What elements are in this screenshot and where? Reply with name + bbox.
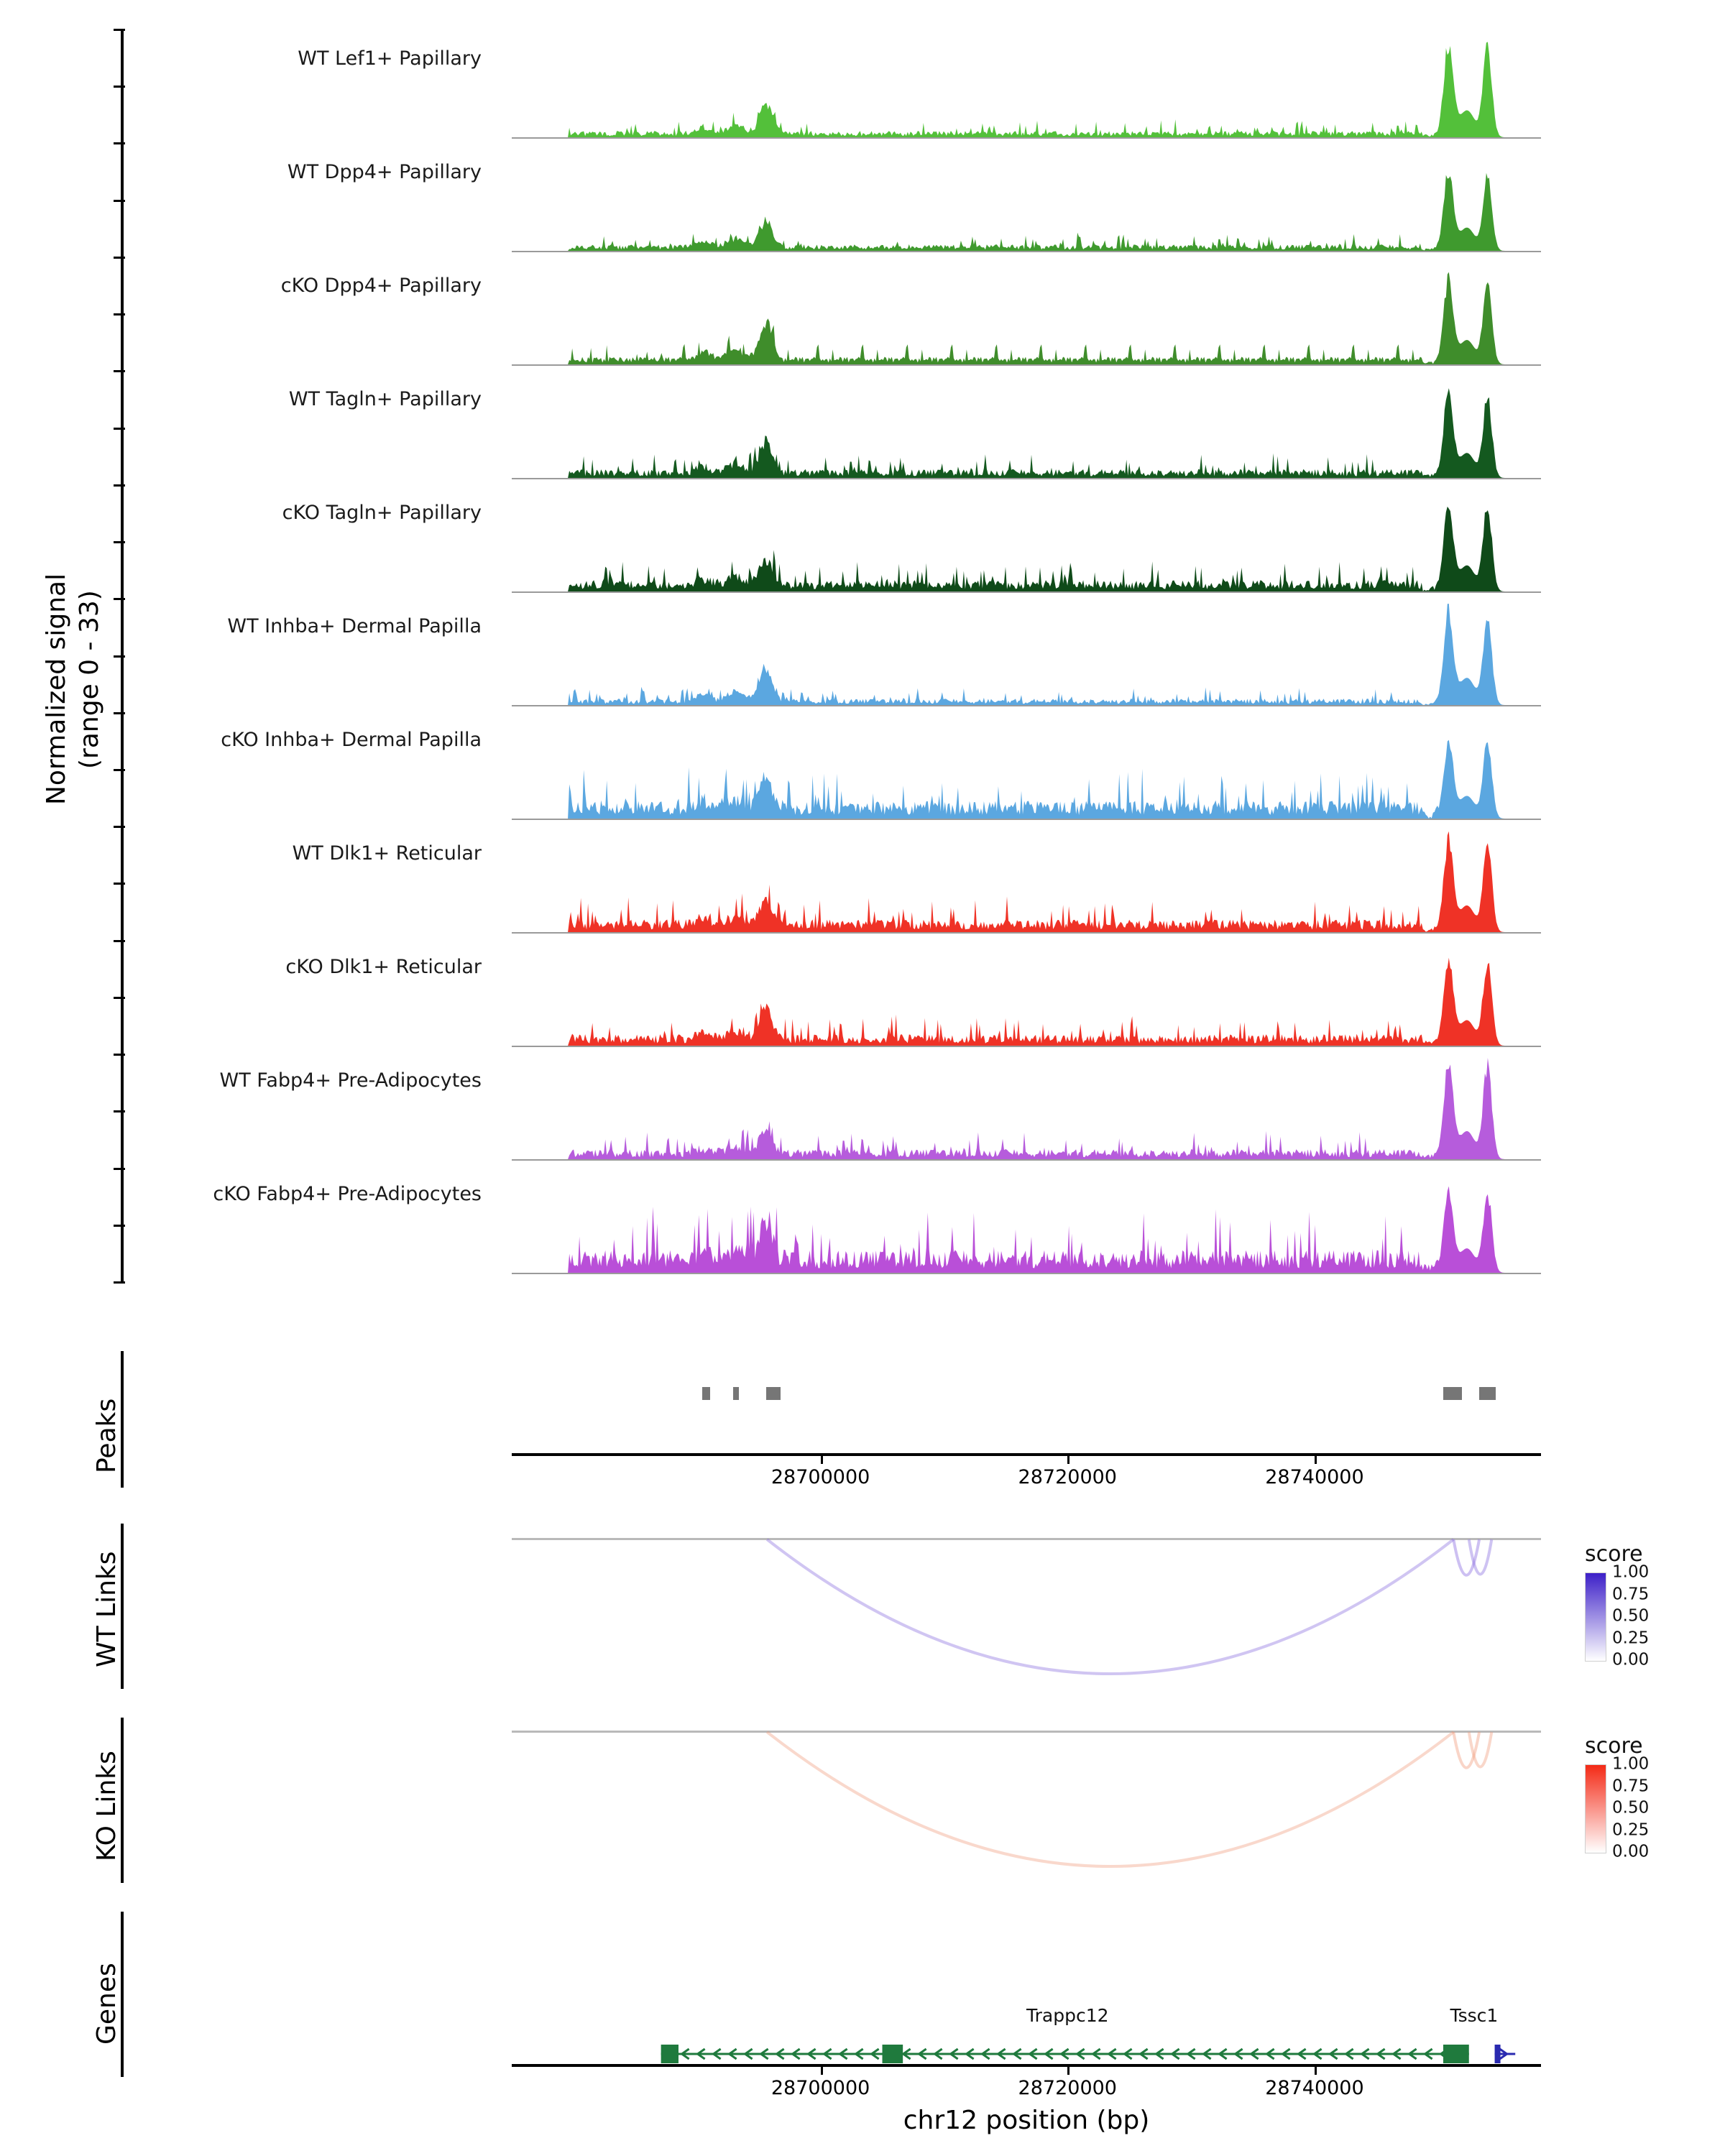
y-axis-tick (114, 712, 125, 714)
track-label: WT Dlk1+ Reticular (292, 842, 482, 865)
gene-model-svg (512, 2034, 1541, 2077)
x-axis-bottom-tick-label: 28720000 (1018, 2077, 1117, 2099)
y-axis-tick (114, 1054, 125, 1056)
track-baseline (512, 478, 1541, 479)
y-axis-tick (114, 86, 125, 88)
coverage-area (512, 717, 1541, 819)
y-axis-tick (114, 1225, 125, 1227)
ko-score-legend (1585, 1733, 1677, 1861)
track-baseline (512, 932, 1541, 934)
y-axis-label-sub (75, 590, 104, 769)
track-baseline (512, 1159, 1541, 1161)
coverage-area (512, 36, 1541, 137)
track-baseline (512, 1273, 1541, 1274)
peak-marker (766, 1387, 781, 1400)
ko-legend-ticks (1612, 1754, 1677, 1861)
coverage-area (512, 490, 1541, 591)
y-axis-tick (114, 313, 125, 315)
track-label: WT Dpp4+ Papillary (287, 161, 482, 183)
genes-section-label: Genes (92, 1963, 121, 2045)
y-axis-tick (114, 29, 125, 31)
x-axis-top-line (512, 1453, 1541, 1456)
legend-tick-label: 0.50 (1612, 1606, 1650, 1626)
wt-links-section-label: WT Links (92, 1551, 121, 1667)
y-axis-tick (114, 826, 125, 828)
y-axis-tick (114, 997, 125, 999)
y-axis-label-line2: (range 0 - 33) (75, 590, 104, 769)
y-axis-tick (114, 1168, 125, 1170)
coverage-area (512, 831, 1541, 932)
x-axis-top-tick (821, 1456, 823, 1464)
y-axis-tick (114, 370, 125, 372)
y-axis-tick (114, 484, 125, 487)
y-axis-tick (114, 1281, 125, 1284)
track-label: cKO Inhba+ Dermal Papilla (221, 729, 482, 751)
y-axis-tick (114, 1110, 125, 1112)
y-axis-tick (114, 940, 125, 942)
x-axis-bottom-line (512, 2064, 1541, 2067)
signal-track (512, 829, 1541, 934)
x-axis-top-tick-label: 28720000 (1018, 1466, 1117, 1488)
wt-links-panel (512, 1538, 1541, 1682)
track-label: cKO Dlk1+ Reticular (285, 956, 482, 978)
y-axis-label-line1: Normalized signal (42, 573, 71, 805)
coverage-area (512, 1171, 1541, 1273)
x-axis-bottom-tick-label: 28700000 (770, 2077, 870, 2099)
y-axis-tick (114, 883, 125, 885)
coverage-area (512, 149, 1541, 251)
signal-track (512, 716, 1541, 820)
wt-legend-gradient (1585, 1572, 1606, 1662)
wt-score-legend (1585, 1542, 1677, 1669)
coverage-area (512, 1058, 1541, 1159)
signal-track (512, 1170, 1541, 1274)
x-axis-bottom-tick (821, 2067, 823, 2075)
signal-track (512, 262, 1541, 366)
legend-tick-label: 0.25 (1612, 1628, 1650, 1647)
signal-track (512, 1056, 1541, 1161)
gene-models-panel (512, 1912, 1541, 2077)
track-label: WT Lef1+ Papillary (298, 47, 482, 70)
x-axis-top-tick-label: 28700000 (770, 1466, 870, 1488)
track-baseline (512, 137, 1541, 139)
peak-marker (733, 1387, 739, 1400)
coverage-area (512, 944, 1541, 1046)
track-label: cKO Dpp4+ Papillary (280, 275, 482, 297)
track-baseline (512, 591, 1541, 593)
links-arcs (512, 1538, 1541, 1682)
coverage-area (512, 377, 1541, 478)
x-axis-bottom-tick-label: 28740000 (1265, 2077, 1364, 2099)
legend-tick-label: 0.75 (1612, 1585, 1650, 1603)
y-axis-tick (114, 541, 125, 543)
signal-track (512, 375, 1541, 479)
gene-name-label: Trappc12 (1026, 2005, 1109, 2026)
coverage-area (512, 263, 1541, 364)
y-axis-label (42, 573, 71, 805)
links-arcs (512, 1731, 1541, 1874)
legend-tick-label: 0.00 (1612, 1650, 1650, 1669)
x-axis-bottom-tick (1067, 2067, 1070, 2075)
y-axis-tick (114, 655, 125, 658)
track-baseline (512, 251, 1541, 252)
peak-marker (702, 1387, 710, 1400)
track-label: cKO Fabp4+ Pre-Adipocytes (213, 1183, 482, 1205)
y-axis-tick (114, 769, 125, 771)
peak-marker (1443, 1387, 1462, 1400)
peak-marker (1479, 1387, 1496, 1400)
wt-legend-ticks (1612, 1562, 1677, 1669)
legend-tick-label: 1.00 (1612, 1562, 1650, 1582)
track-baseline (512, 705, 1541, 706)
y-axis-tick (114, 257, 125, 259)
legend-tick-label: 1.00 (1612, 1754, 1650, 1774)
wt-legend-title: score (1585, 1542, 1643, 1567)
x-axis-top-tick (1067, 1456, 1070, 1464)
track-baseline (512, 819, 1541, 820)
x-axis-title: chr12 position (bp) (903, 2106, 1150, 2135)
gene-name-label: Tssc1 (1450, 2005, 1499, 2026)
x-axis-top-tick-label: 28740000 (1265, 1466, 1364, 1488)
x-axis-bottom-tick (1315, 2067, 1317, 2075)
ko-legend-gradient (1585, 1764, 1606, 1853)
y-axis-tick (114, 598, 125, 600)
peaks-row (512, 1387, 1541, 1409)
legend-tick-label: 0.25 (1612, 1820, 1650, 1839)
signal-track (512, 489, 1541, 593)
ko-links-panel (512, 1731, 1541, 1874)
track-label: cKO Tagln+ Papillary (282, 502, 482, 524)
track-label: WT Inhba+ Dermal Papilla (227, 615, 482, 637)
peaks-section-label: Peaks (92, 1398, 121, 1473)
signal-track (512, 148, 1541, 252)
legend-tick-label: 0.00 (1612, 1842, 1650, 1861)
x-axis-top-tick (1315, 1456, 1317, 1464)
track-label: WT Fabp4+ Pre-Adipocytes (219, 1069, 482, 1092)
y-axis-tick (114, 200, 125, 202)
ko-legend-title: score (1585, 1733, 1643, 1759)
legend-tick-label: 0.50 (1612, 1798, 1650, 1818)
track-label: WT Tagln+ Papillary (288, 388, 482, 410)
coverage-area (512, 604, 1541, 705)
y-axis-tick (114, 142, 125, 144)
legend-tick-label: 0.75 (1612, 1777, 1650, 1795)
y-axis-tick (114, 428, 125, 430)
signal-track (512, 943, 1541, 1047)
track-baseline (512, 1046, 1541, 1047)
signal-track (512, 602, 1541, 706)
signal-track (512, 34, 1541, 139)
ko-links-section-label: KO Links (92, 1751, 121, 1861)
track-baseline (512, 364, 1541, 366)
